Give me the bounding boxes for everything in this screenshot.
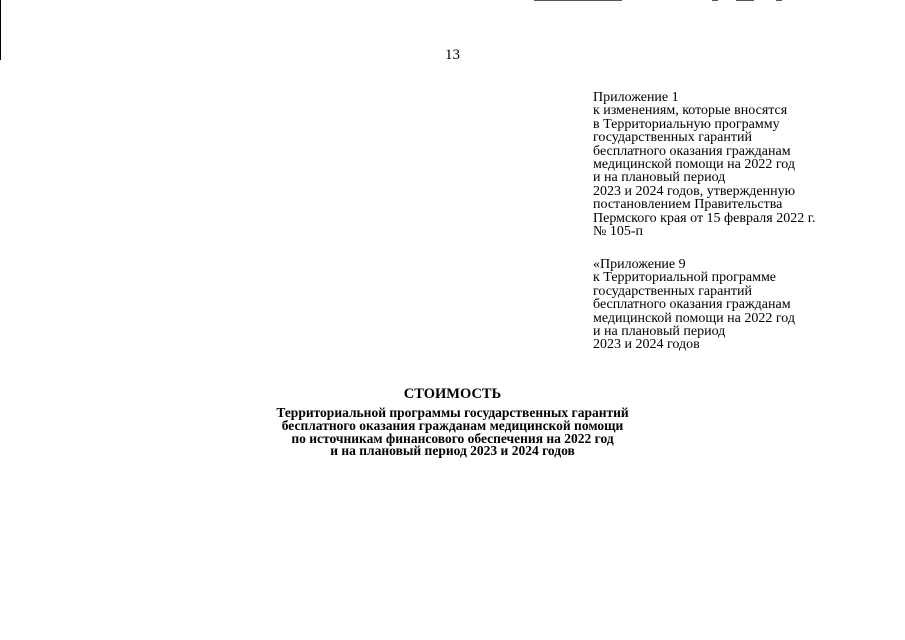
document-title: СТОИМОСТЬ <box>403 386 502 402</box>
top-edge-mark <box>776 0 782 1</box>
appendix-1-line: постановлением Правительства <box>593 197 783 213</box>
appendix-9-line: «Приложение 9 <box>593 257 686 272</box>
appendix-1-line: в Территориальную программу <box>593 116 780 132</box>
appendix-1-line: Приложение 1 <box>593 90 679 105</box>
appendix-9-line: бесплатного оказания гражданам <box>593 297 791 313</box>
subtitle-line: по источникам финансового обеспечения на 2022 год <box>291 430 614 446</box>
appendix-1-line: медицинской помощи на 2022 год <box>593 157 795 173</box>
page-number: 13 <box>445 47 460 63</box>
appendix-1-line: № 105-п <box>593 224 644 240</box>
appendix-1-line: бесплатного оказания гражданам <box>593 143 791 159</box>
appendix-1-line: 2023 и 2024 годов, утвержденную <box>593 183 796 199</box>
subtitle-line: бесплатного оказания гражданам медицинской помощи <box>281 417 624 433</box>
appendix-1-line: и на плановый период <box>593 170 726 186</box>
appendix-9-line: к Территориальной программе <box>593 270 777 286</box>
top-edge-mark <box>712 0 718 1</box>
document-subtitle <box>0 407 905 458</box>
appendix-1-line: Пермского края от 15 февраля 2022 г. <box>593 210 816 226</box>
appendix-9-line: медицинской помощи на 2022 год <box>593 310 795 326</box>
appendix-9-line: и на плановый период <box>593 324 726 340</box>
subtitle-line: и на плановый период 2023 и 2024 годов <box>330 443 575 459</box>
appendix-9-line: 2023 и 2024 годов <box>593 337 700 353</box>
appendix-9-line: государственных гарантий <box>593 283 752 299</box>
top-edge-mark <box>736 0 754 1</box>
appendix-1-line: к изменениям, которые вносятся <box>593 103 788 119</box>
subtitle-line: Территориальной программы государственных гарантий <box>276 405 629 420</box>
appendix-1-line: государственных гарантий <box>593 130 752 146</box>
appendix-1-header <box>593 91 893 238</box>
appendix-9-header <box>593 258 893 352</box>
top-edge-mark <box>534 0 622 1</box>
